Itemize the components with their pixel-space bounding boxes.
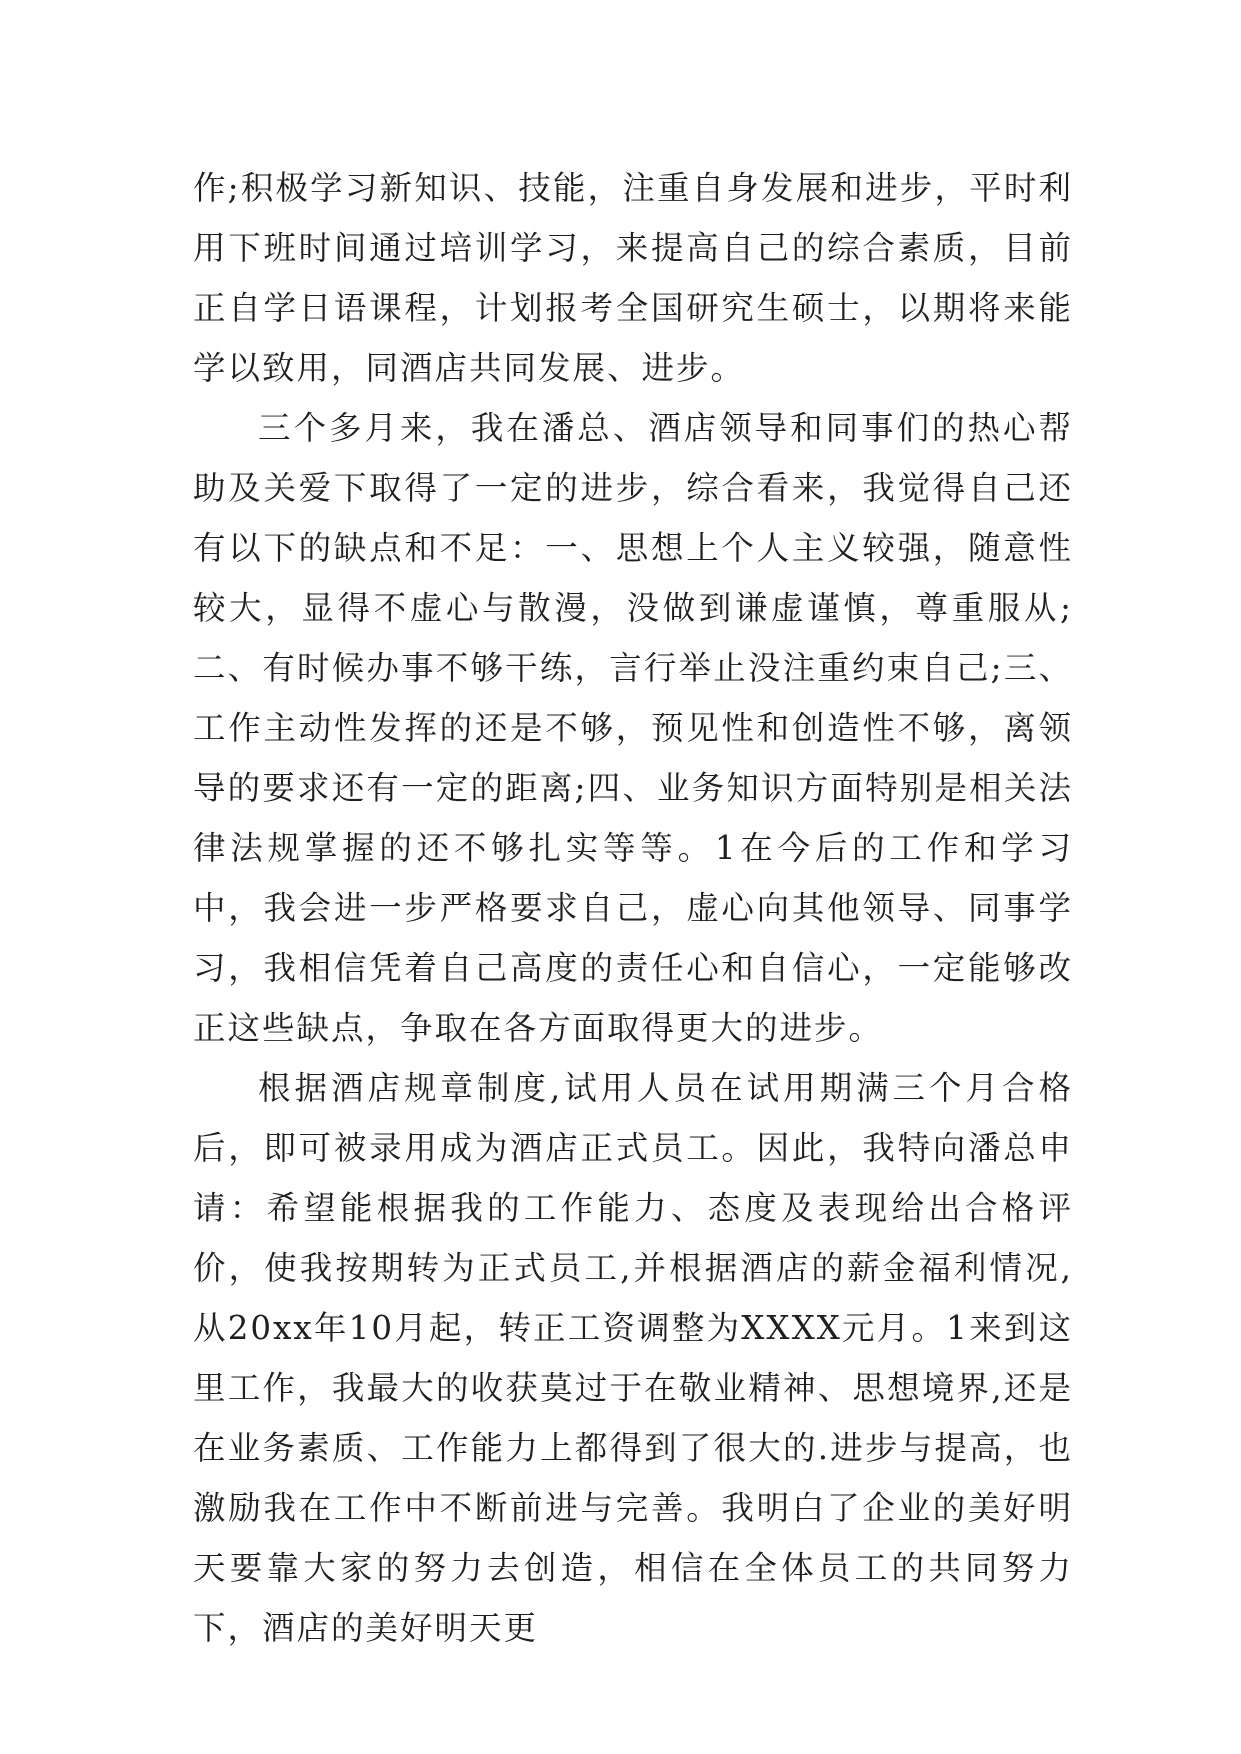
paragraph-3: 根据酒店规章制度,试用人员在试用期满三个月合格后，即可被录用成为酒店正式员工。因此，我特向潘总申请：希望能根据我的工作能力、态度及表现给出合格评价，使我按期转为正式员工,并根据酒店的薪金福利情况,从20xx年10月起，转正工资调整为XXXX元月。1来到这里工作，我最大的收获莫过于在敬业精神、思想境界,还是在业务素质、工作能力上都得到了很大的.进步与提高，也激励我在工作中不断前进与完善。我明白了企业的美好明天要靠大家的努力去创造，相信在全体员工的共同努力下，酒店的美好明天更 [193,1069,1073,1647]
paragraph-2: 三个多月来，我在潘总、酒店领导和同事们的热心帮助及关爱下取得了一定的进步，综合看来，我觉得自己还有以下的缺点和不足：一、思想上个人主义较强，随意性较大，显得不虚心与散漫，没做到谦虚谨慎，尊重服从;二、有时候办事不够干练，言行举止没注重约束自己;三、工作主动性发挥的还是不够，预见性和创造性不够，离领导的要求还有一定的距离;四、业务知识方面特别是相关法律法规掌握的还不够扎实等等。1在今后的工作和学习中，我会进一步严格要求自己，虚心向其他领导、同事学习，我相信凭着自己高度的责任心和自信心，一定能够改正这些缺点，争取在各方面取得更大的进步。 [193,409,1073,1047]
body-text [193,158,1073,1658]
paragraph-1: 作;积极学习新知识、技能，注重自身发展和进步，平时利用下班时间通过培训学习，来提高自己的综合素质，目前正自学日语课程，计划报考全国研究生硕士，以期将来能学以致用，同酒店共同发展、进步。 [193,169,1073,387]
